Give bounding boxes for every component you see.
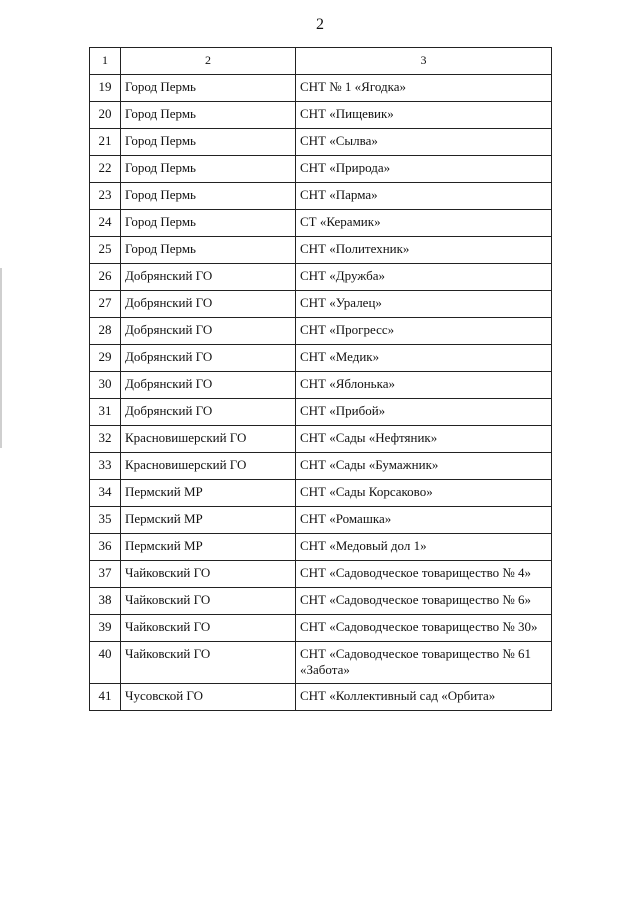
table-row: [90, 345, 552, 372]
header-col-2: 2: [121, 48, 296, 75]
row-municipality: Чайковский ГО: [121, 642, 296, 684]
row-number: 41: [90, 684, 121, 711]
table-row: [90, 534, 552, 561]
row-organization: СНТ «Медовый дол 1»: [296, 534, 552, 561]
table-row: [90, 183, 552, 210]
row-number: 25: [90, 237, 121, 264]
row-municipality: Красновишерский ГО: [121, 453, 296, 480]
table-row: [90, 642, 552, 684]
row-number: 22: [90, 156, 121, 183]
table-row: [90, 102, 552, 129]
table-row: [90, 399, 552, 426]
row-organization: СТ «Керамик»: [296, 210, 552, 237]
row-municipality: Город Пермь: [121, 237, 296, 264]
table-row: [90, 507, 552, 534]
row-municipality: Добрянский ГО: [121, 318, 296, 345]
table-row: [90, 615, 552, 642]
row-number: 34: [90, 480, 121, 507]
table-row: [90, 588, 552, 615]
row-municipality: Добрянский ГО: [121, 345, 296, 372]
row-number: 33: [90, 453, 121, 480]
row-number: 21: [90, 129, 121, 156]
row-number: 20: [90, 102, 121, 129]
table-row: [90, 453, 552, 480]
row-number: 30: [90, 372, 121, 399]
row-municipality: Красновишерский ГО: [121, 426, 296, 453]
row-number: 28: [90, 318, 121, 345]
table-row: [90, 210, 552, 237]
table-row: [90, 372, 552, 399]
header-col-3: 3: [296, 48, 552, 75]
row-municipality: Добрянский ГО: [121, 264, 296, 291]
row-municipality: Пермский МР: [121, 507, 296, 534]
table-row: [90, 75, 552, 102]
row-number: 19: [90, 75, 121, 102]
table-row: [90, 480, 552, 507]
row-number: 24: [90, 210, 121, 237]
row-organization: СНТ «Садоводческое товарищество № 30»: [296, 615, 552, 642]
row-municipality: Чусовской ГО: [121, 684, 296, 711]
row-organization: СНТ «Дружба»: [296, 264, 552, 291]
table-row: [90, 264, 552, 291]
row-municipality: Город Пермь: [121, 210, 296, 237]
row-municipality: Город Пермь: [121, 156, 296, 183]
table-row: [90, 561, 552, 588]
table-row: [90, 291, 552, 318]
row-organization: СНТ «Сады Корсаково»: [296, 480, 552, 507]
row-number: 36: [90, 534, 121, 561]
row-organization: СНТ «Сады «Бумажник»: [296, 453, 552, 480]
row-municipality: Чайковский ГО: [121, 615, 296, 642]
row-number: 27: [90, 291, 121, 318]
row-number: 35: [90, 507, 121, 534]
row-number: 40: [90, 642, 121, 684]
row-municipality: Пермский МР: [121, 480, 296, 507]
row-municipality: Добрянский ГО: [121, 399, 296, 426]
table-row: [90, 129, 552, 156]
row-organization: СНТ «Ромашка»: [296, 507, 552, 534]
row-municipality: Город Пермь: [121, 129, 296, 156]
row-municipality: Добрянский ГО: [121, 291, 296, 318]
row-organization: СНТ «Садоводческое товарищество № 6»: [296, 588, 552, 615]
scan-edge-mark: [0, 268, 2, 448]
table-row: [90, 156, 552, 183]
row-organization: СНТ «Сады «Нефтяник»: [296, 426, 552, 453]
page-number: 2: [316, 16, 324, 33]
row-number: 37: [90, 561, 121, 588]
header-col-1: 1: [90, 48, 121, 75]
table-row: [90, 426, 552, 453]
row-number: 23: [90, 183, 121, 210]
row-organization: СНТ «Уралец»: [296, 291, 552, 318]
row-municipality: Город Пермь: [121, 183, 296, 210]
table-row: [90, 318, 552, 345]
table-row: [90, 684, 552, 711]
row-organization: СНТ «Парма»: [296, 183, 552, 210]
row-organization: СНТ «Природа»: [296, 156, 552, 183]
row-organization: СНТ «Прибой»: [296, 399, 552, 426]
row-organization: СНТ «Яблонька»: [296, 372, 552, 399]
row-municipality: Город Пермь: [121, 75, 296, 102]
row-municipality: Пермский МР: [121, 534, 296, 561]
row-organization: СНТ № 1 «Ягодка»: [296, 75, 552, 102]
row-organization: СНТ «Пищевик»: [296, 102, 552, 129]
row-municipality: Чайковский ГО: [121, 561, 296, 588]
row-number: 29: [90, 345, 121, 372]
row-number: 31: [90, 399, 121, 426]
row-organization: СНТ «Сылва»: [296, 129, 552, 156]
row-organization: СНТ «Садоводческое товарищество № 4»: [296, 561, 552, 588]
table-header-row: [90, 48, 552, 75]
organizations-table: [89, 47, 552, 711]
row-organization: СНТ «Политехник»: [296, 237, 552, 264]
row-organization: СНТ «Медик»: [296, 345, 552, 372]
row-organization: СНТ «Прогресс»: [296, 318, 552, 345]
row-municipality: Чайковский ГО: [121, 588, 296, 615]
row-organization: СНТ «Коллективный сад «Орбита»: [296, 684, 552, 711]
row-municipality: Добрянский ГО: [121, 372, 296, 399]
row-number: 26: [90, 264, 121, 291]
row-number: 38: [90, 588, 121, 615]
row-number: 39: [90, 615, 121, 642]
row-municipality: Город Пермь: [121, 102, 296, 129]
row-organization: СНТ «Садоводческое товарищество № 61 «Забота»: [296, 642, 552, 684]
row-number: 32: [90, 426, 121, 453]
table-row: [90, 237, 552, 264]
